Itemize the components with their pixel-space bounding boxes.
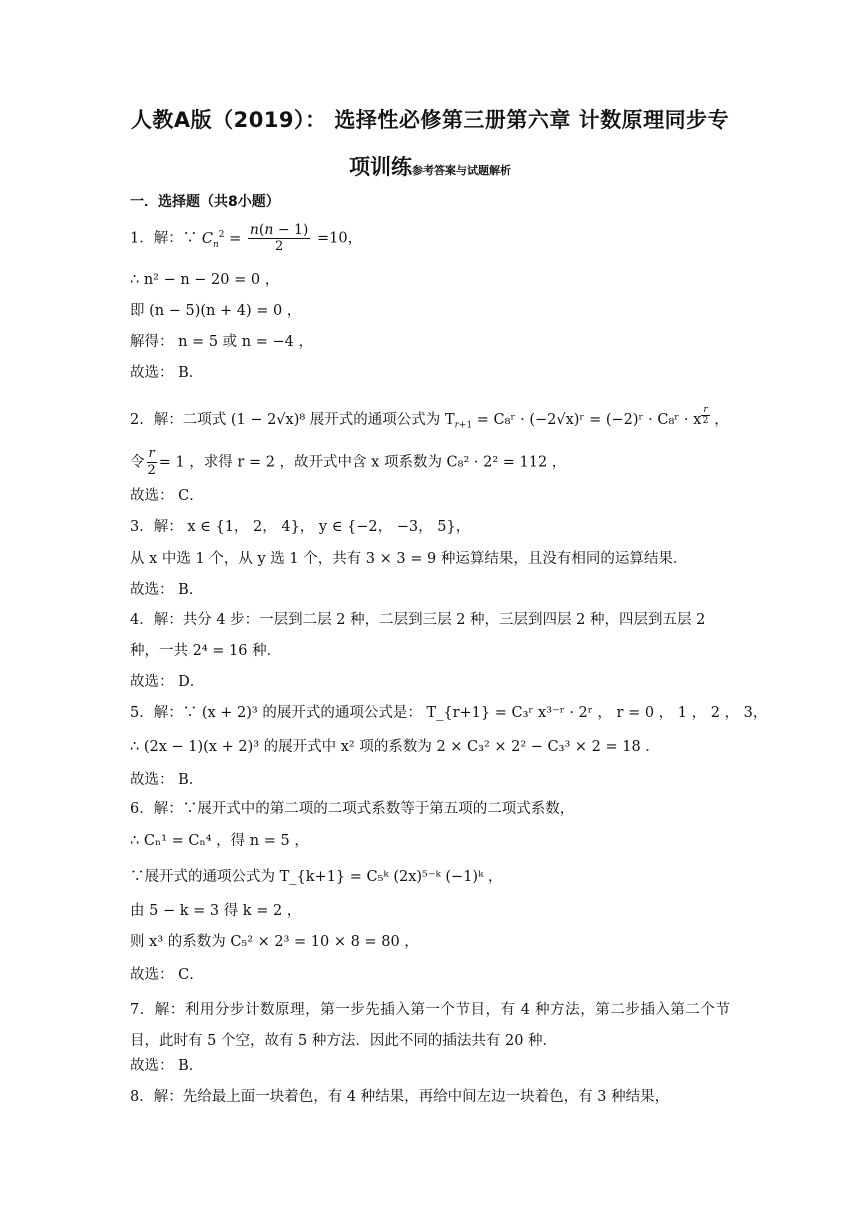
q5-line-a: 5．解：∵ (x + 2)³ 的展开式的通项公式是： T_{r+1} = C₃ʳ x³⁻ʳ · 2ʳ ， r = 0 ， 1 ， 2 ， 3， <box>130 705 768 721</box>
q6-line-e: 则 x³ 的系数为 C₅² × 2³ = 10 × 8 = 80 ， <box>130 934 419 950</box>
doc-title-line1: 人教A版（2019）： 选择性必修第三册第六章 计数原理同步专 <box>130 108 730 132</box>
q1-formula: $C_n^2$ = $\frac{n(n - 1)}{2}$ <box>201 222 309 254</box>
q6-line-a: 6．解：∵展开式中的第二项的二项式系数等于第五项的二项式系数， <box>130 801 575 817</box>
q4-line-b: 种，一共 2⁴ = 16 种． <box>130 643 282 659</box>
q6-line-c: ∵展开式的通项公式为 T_{k+1} = C₅ᵏ (2x)⁵⁻ᵏ (−1)ᵏ ， <box>130 869 503 885</box>
q1-line-b: ∴ n² − n − 20 = 0 ， <box>130 272 280 288</box>
q1-prefix: 1．解：∵ <box>130 230 198 247</box>
q1-line-d: 解得： n = 5 或 n = −4 ， <box>130 334 313 350</box>
q3-line-b: 从 x 中选 1 个，从 y 选 1 个，共有 3 × 3 = 9 种运算结果，且没有相同的运算结果． <box>130 551 688 567</box>
q2-prefix: 2．解：二项式 (1 − 2√x)⁸ 展开式的通项公式为 T <box>130 411 455 428</box>
q6-line-f: 故选： C． <box>130 967 204 983</box>
q3-line-a: 3．解： x ∈ {1， 2， 4}， y ∈ {−2， −3， 5}， <box>130 519 471 535</box>
q7-line-a: 7．解：利用分步计数原理，第一步先插入第一个节目，有 4 种方法，第二步插入第二个节目，此时有 5 个空，故有 5 种方法．因此不同的插法共有 20 种． <box>130 1002 730 1049</box>
q2-line-a: 2．解：二项式 (1 − 2√x)⁸ 展开式的通项公式为 $T_{r+1}$ = C₈ʳ · (−2√x)ʳ = (−2)ʳ · C₈ʳ · x $^{\frac{r}{2}}$ ， <box>130 405 729 431</box>
doc-title-main: 项训练 <box>349 155 412 179</box>
q6-line-b: ∴ Cₙ¹ = Cₙ⁴ ，得 n = 5 ， <box>130 833 309 849</box>
q8-line-a: 8．解：先给最上面一块着色，有 4 种结果，再给中间左边一块着色，有 3 种结果， <box>130 1089 670 1105</box>
q3-line-c: 故选： B． <box>130 582 204 598</box>
q5-line-b: ∴ (2x − 1)(x + 2)³ 的展开式中 x² 项的系数为 2 × C₃² × 2² − C₃³ × 2 = 18 ． <box>130 739 660 755</box>
q5-line-c: 故选： B． <box>130 772 204 788</box>
q1-line-a <box>130 222 362 255</box>
q1-line-c: 即 (n − 5)(n + 4) = 0 ， <box>130 303 302 319</box>
q2-result: = 1 ，求得 r = 2 ，故开式中含 x 项系数为 C₈² · 2² = 112 ， <box>158 454 567 471</box>
q1-suffix: =10， <box>317 230 363 247</box>
doc-subtitle: 参考答案与试题解析 <box>412 164 511 177</box>
q2-line-b: 令 $\frac{r}{2}$ = 1 ，求得 r = 2 ，故开式中含 x 项系数为 C₈² · 2² = 112 ， <box>130 446 567 478</box>
q2-line-c: 故选： C． <box>130 488 204 504</box>
q2-let: 令 <box>130 454 145 471</box>
q2-formula: = C₈ʳ · (−2√x)ʳ = (−2)ʳ · C₈ʳ · x <box>472 411 702 428</box>
doc-title-line2 <box>0 151 860 181</box>
q4-line-c: 故选： D． <box>130 674 205 690</box>
q4-line-a: 4．解：共分 4 步：一层到二层 2 种，二层到三层 2 种，三层到四层 2 种，四层到五层 2 <box>130 612 706 628</box>
section-heading: 一．选择题（共8小题） <box>130 194 280 210</box>
q7-line-c: 故选： B． <box>130 1058 204 1074</box>
q6-line-d: 由 5 − k = 3 得 k = 2 ， <box>130 903 302 919</box>
q1-line-e: 故选： B． <box>130 365 204 381</box>
